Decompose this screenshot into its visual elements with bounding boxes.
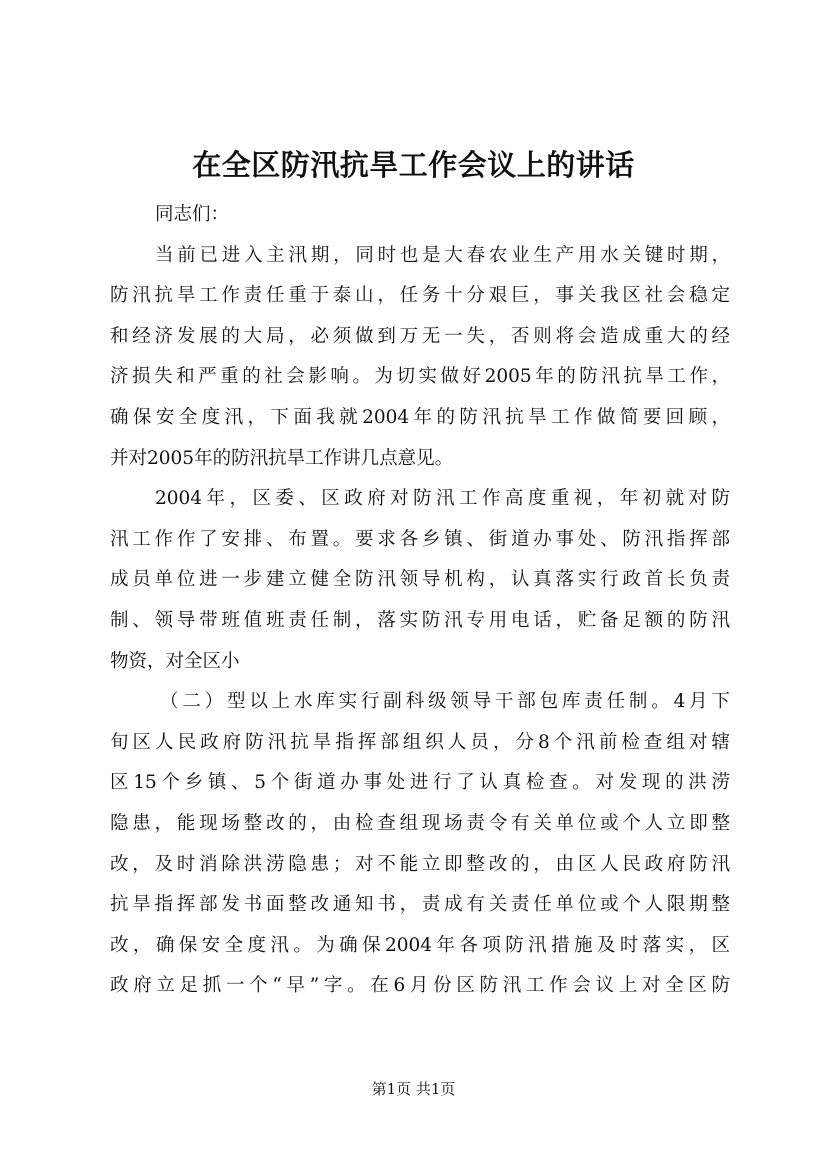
- paragraph-3-line-5: 改，及时消除洪涝隐患；对不能立即整改的，由区人民政府防汛: [110, 853, 730, 875]
- paragraph-1-line-4: 济损失和严重的社会影响。为切实做好2005年的防汛抗旱工作，: [110, 366, 730, 388]
- paragraph-3-line-2: 旬区人民政府防汛抗旱指挥部组织人员，分8个汛前检查组对辖: [110, 731, 730, 753]
- page-footer: 第1页 共1页: [371, 1080, 456, 1098]
- paragraph-1-line-5: 确保安全度汛，下面我就2004年的防汛抗旱工作做简要回顾，: [110, 406, 730, 428]
- paragraph-1-line-1: 当前已进入主汛期，同时也是大春农业生产用水关键时期，: [155, 244, 730, 266]
- paragraph-3-line-1: （二）型以上水库实行副科级领导干部包库责任制。4月下: [160, 691, 730, 713]
- paragraph-3-line-7: 改，确保安全度汛。为确保2004年各项防汛措施及时落实，区: [110, 934, 730, 956]
- paragraph-1-line-2: 防汛抗旱工作责任重于泰山，任务十分艰巨，事关我区社会稳定: [110, 285, 730, 307]
- paragraph-1-line-6: 并对2005年的防汛抗旱工作讲几点意见。: [110, 447, 454, 469]
- greeting-line: 同志们：: [155, 204, 230, 225]
- paragraph-3-line-6: 抗旱指挥部发书面整改通知书，责成有关责任单位或个人限期整: [110, 894, 730, 916]
- paragraph-2-line-1: 2004年，区委、区政府对防汛工作高度重视，年初就对防: [155, 488, 730, 510]
- paragraph-3-line-8: 政府立足抓一个“早”字。在6月份区防汛工作会议上对全区防: [110, 975, 730, 997]
- paragraph-3-line-4: 隐患，能现场整改的，由检查组现场责令有关单位或个人立即整: [110, 812, 730, 834]
- paragraph-1-line-3: 和经济发展的大局，必须做到万无一失，否则将会造成重大的经: [110, 325, 730, 347]
- paragraph-2-line-3: 成员单位进一步建立健全防汛领导机构，认真落实行政首长负责: [110, 569, 730, 591]
- paragraph-2-line-5: 物资，对全区小: [110, 650, 240, 672]
- paragraph-2-line-4: 制、领导带班值班责任制，落实防汛专用电话，贮备足额的防汛: [110, 609, 730, 631]
- document-title: 在全区防汛抗旱工作会议上的讲话: [192, 148, 635, 182]
- paragraph-2-line-2: 汛工作作了安排、布置。要求各乡镇、街道办事处、防汛指挥部: [110, 528, 730, 550]
- document-body: [110, 195, 730, 1007]
- paragraph-3-line-3: 区15个乡镇、5个街道办事处进行了认真检查。对发现的洪涝: [110, 772, 730, 794]
